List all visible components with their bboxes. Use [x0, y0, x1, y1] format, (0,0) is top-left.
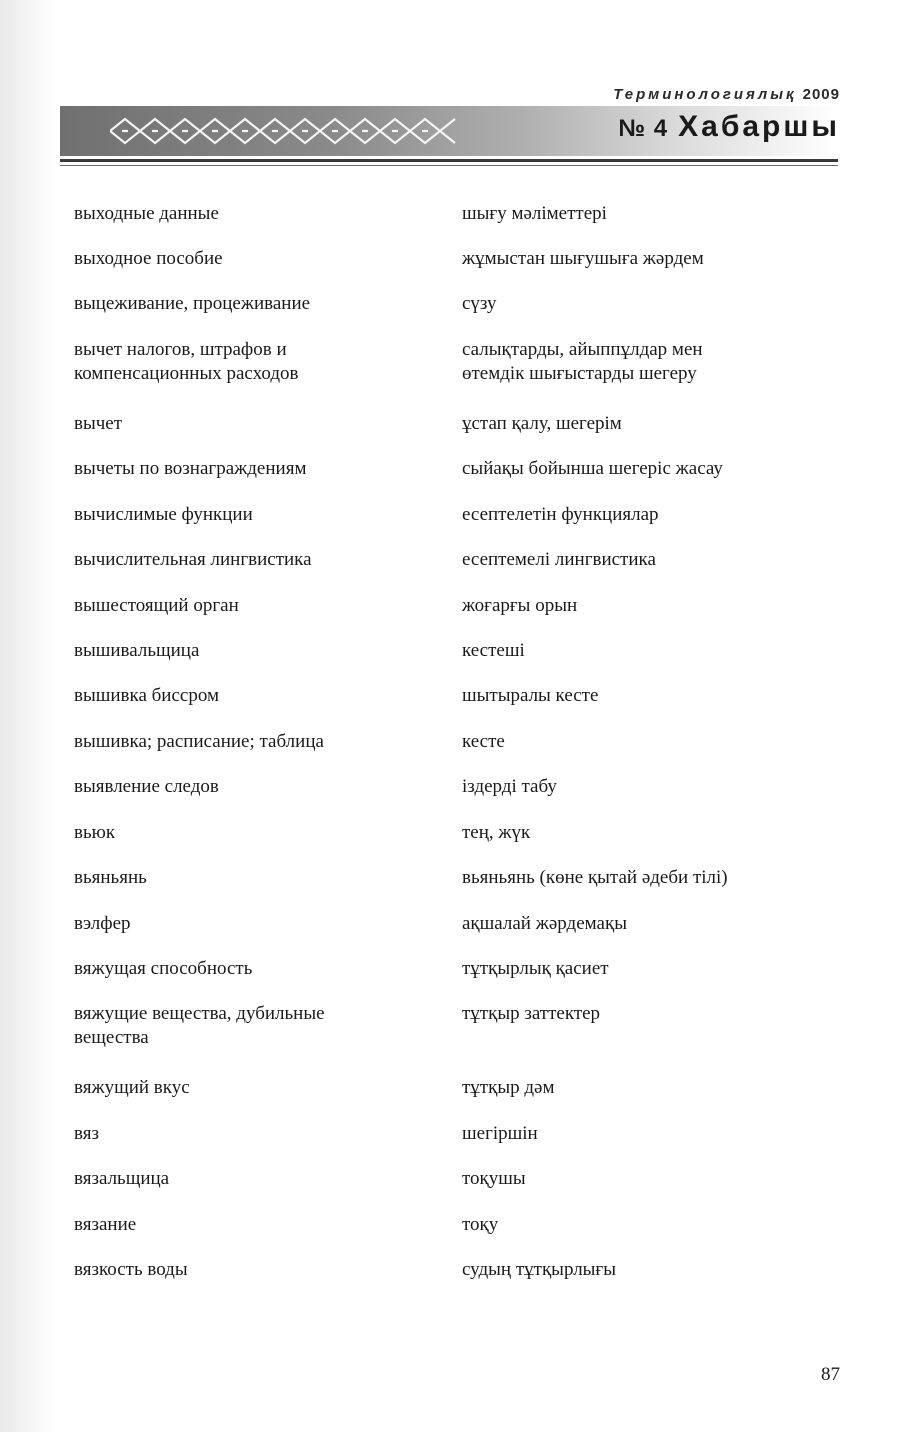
entry-translation: тоқу	[462, 1214, 499, 1235]
entry-translation: жұмыстан шығушыға жәрдем	[462, 248, 704, 269]
entry-term: вязальщица	[74, 1168, 170, 1189]
entry-translation: ақшалай жәрдемақы	[462, 913, 627, 934]
entry-term: вычислительная лингвистика	[74, 549, 312, 570]
entry-translation: тең, жүк	[462, 822, 531, 843]
entry-term: вычеты по вознаграждениям	[74, 458, 307, 479]
entry-translation: есептелетін функциялар	[462, 504, 659, 525]
journal-title: Терминологиялық	[613, 86, 797, 103]
entry-term: вышивальщица	[74, 640, 200, 661]
issue-number: № 4	[618, 115, 669, 142]
entry-term: вяжущая способность	[74, 958, 253, 979]
journal-year: 2009	[802, 86, 840, 103]
entry-term: вяз	[74, 1123, 99, 1144]
entry-term: вышестоящий орган	[74, 595, 239, 616]
entry-translation: жоғарғы орын	[462, 595, 578, 616]
entry-term: вышивка биссром	[74, 685, 219, 706]
entry-translation: сыйақы бойынша шегеріс жасау	[462, 458, 723, 479]
entry-translation: есептемелі лингвистика	[462, 549, 656, 570]
entry-translation: шығу мәліметтері	[462, 203, 607, 224]
entry-translation: тұтқырлық қасиет	[462, 958, 609, 979]
entry-term: вязание	[74, 1214, 137, 1235]
entry-translation: тұтқыр заттектер	[462, 1003, 601, 1024]
entry-translation: кестеші	[462, 640, 525, 661]
entry-term: вяжущий вкус	[74, 1077, 190, 1098]
entry-term: вычет	[74, 413, 123, 434]
entry-term: вэлфер	[74, 913, 131, 934]
entry-translation: тұтқыр дәм	[462, 1077, 555, 1098]
entry-translation: судың тұтқырлығы	[462, 1259, 616, 1280]
entry-term: выявление следов	[74, 776, 219, 797]
entry-term: выходные данные	[74, 203, 219, 224]
entry-translation: тоқушы	[462, 1168, 526, 1189]
entry-translation: ұстап қалу, шегерім	[462, 413, 622, 434]
entry-translation: сүзу	[462, 293, 497, 314]
entry-translation: іздерді табу	[462, 776, 557, 797]
entry-translation: шытыралы кесте	[462, 685, 599, 706]
entry-term: вычислимые функции	[74, 504, 253, 525]
entry-term: выходное пособие	[74, 248, 223, 269]
entry-term: вяжущие вещества, дубильные вещества	[74, 1003, 325, 1048]
entry-translation: кесте	[462, 731, 505, 752]
entry-term: выцеживание, процеживание	[74, 293, 311, 314]
entry-translation: салықтарды, айыппұлдар мен өтемдік шығыстарды шегеру	[462, 339, 703, 384]
entry-term: вычет налогов, штрафов и компенсационных расходов	[74, 339, 299, 384]
journal-name: Хабаршы	[678, 110, 840, 143]
page-number: 87	[821, 1364, 840, 1385]
entry-term: вышивка; расписание; таблица	[74, 731, 324, 752]
entry-term: вьюк	[74, 822, 116, 843]
entry-translation: шегіршін	[462, 1123, 538, 1144]
entry-translation: вьяньянь (көне қытай әдеби тілі)	[462, 867, 728, 888]
entry-term: вязкость воды	[74, 1259, 188, 1280]
entry-term: вьяньянь	[74, 867, 147, 888]
